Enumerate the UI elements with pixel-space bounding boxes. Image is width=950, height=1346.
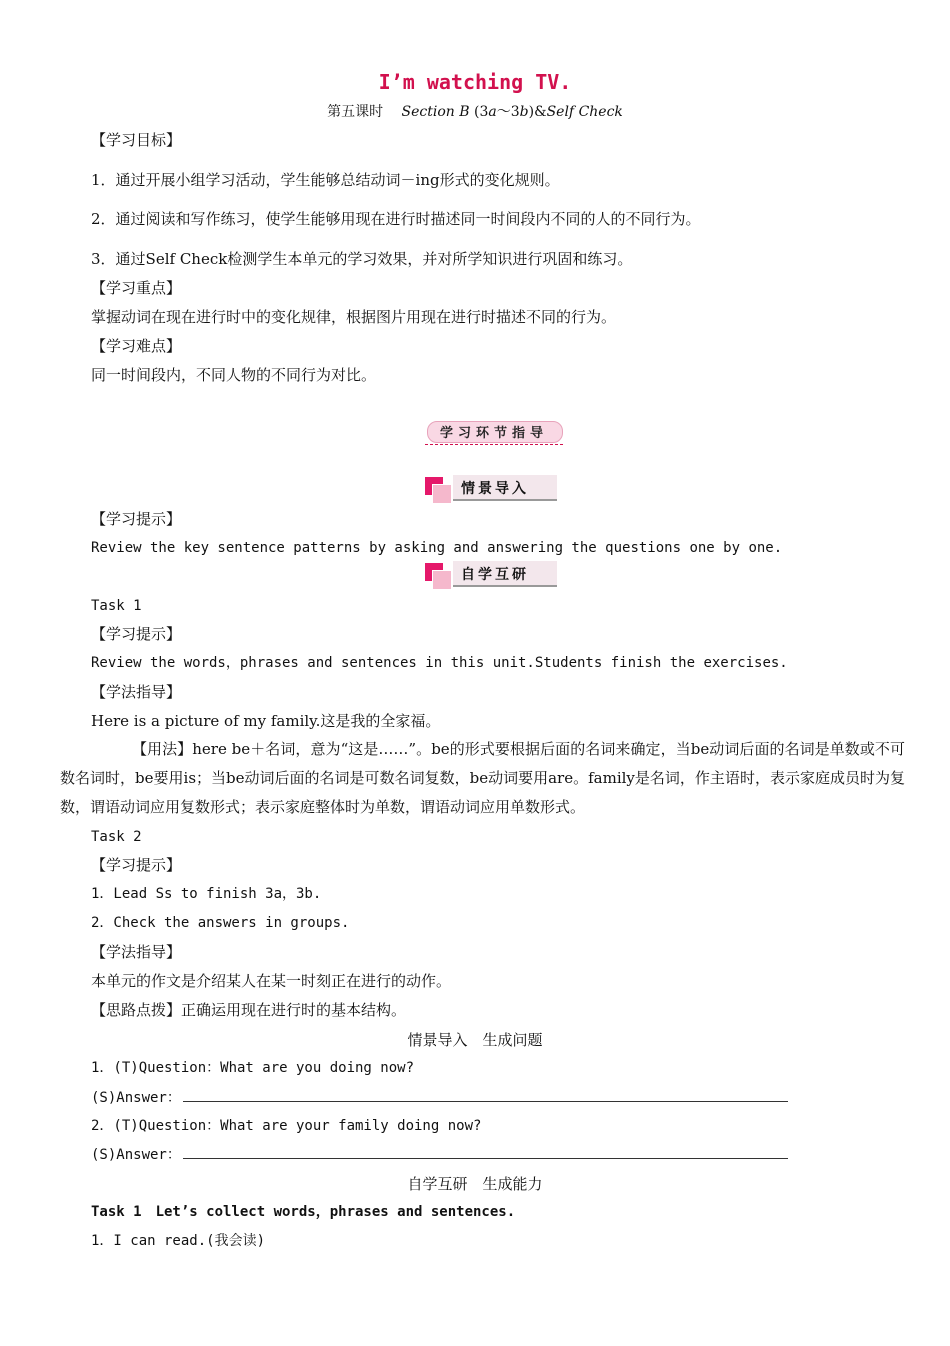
section-header-self-study [425,561,560,591]
exercise-item: 1．I can read.(我会读) [91,1233,266,1249]
self-check-label: Self Check [546,104,623,120]
difficulties-text: 同一时间段内，不同人物的不同行为对比。 [91,366,377,384]
hint-item: 1．Lead Ss to finish 3a，3b. [91,886,322,902]
task-title: Task 1 [91,598,142,614]
question-item: 2．(T)Question：What are your family doing now? [91,1118,482,1134]
guide-text: 本单元的作文是介绍某人在某一时刻正在进行的动作。 [91,972,452,990]
section-label-box [453,475,557,501]
part-heading: 自学互研 生成能力 [407,1175,543,1193]
method-guide-heading: 【学法指导】 [91,943,182,961]
section-range-mid: ～3 [496,104,520,120]
answer-row [91,1087,788,1108]
part-heading: 情景导入 生成问题 [407,1031,543,1049]
answer-label: (S)Answer： [91,1090,181,1106]
objective-item: 3．通过Self Check检测学生本单元的学习效果，并对所学知识进行巩固和练习。 [91,250,633,268]
hint-text: Review the key sentence patterns by asking and answering the questions one by one. [91,540,783,556]
guide-example: Here is a picture of my family.这是我的全家福。 [91,712,441,730]
difficulties-heading: 【学习难点】 [91,337,182,355]
section-header-intro [425,475,560,505]
hint-heading: 【学习提示】 [91,625,182,643]
key-points-text: 掌握动词在现在进行时中的变化规律，根据图片用现在进行时描述不同的行为。 [91,308,617,326]
banner-label: 学习环节指导 [439,426,548,441]
answer-blank[interactable] [183,1144,788,1159]
section-range-a: a [488,104,497,120]
task-title: Task 2 [91,829,142,845]
section-marker-icon [432,484,452,504]
section-name: Section B [401,104,470,120]
hint-heading: 【学习提示】 [91,510,182,528]
question-item: 1．(T)Question：What are you doing now? [91,1060,415,1076]
objectives-heading: 【学习目标】 [91,131,182,149]
task-title: Task 1 Let’s collect words，phrases and sentences. [91,1204,516,1220]
thinking-tip: 【思路点拨】正确运用现在进行时的基本结构。 [91,1001,407,1019]
objective-item: 2．通过阅读和写作练习，使学生能够用现在进行时描述同一时间段内不同的人的不同行为。 [91,210,701,228]
usage-paragraph: 【用法】here be＋名词，意为“这是……”。be的形式要根据后面的名词来确定，当be动词后面的名词是单数或不可数名词时，be要用is；当be动词后面的名词是可数名词复数，be动词要用are。family是名词，作主语时，表示家庭成员时为复数，谓语动词应用复数形式；表示家庭整体时为单数，谓语动词应用单数形式。 [60,740,905,816]
lesson-number: 第五课时 [327,104,384,120]
answer-label: (S)Answer： [91,1147,181,1163]
learning-guide-banner [425,420,563,445]
key-points-heading: 【学习重点】 [91,279,182,297]
lesson-subtitle [0,101,950,121]
section-label: 情景导入 [461,481,529,497]
document-title: I’m watching TV. [378,70,572,94]
section-range-open: (3 [474,104,489,120]
answer-row [91,1144,788,1165]
hint-text: Review the words，phrases and sentences in this unit.Students finish the exercises. [91,655,788,671]
method-guide-heading: 【学法指导】 [91,683,182,701]
hint-heading: 【学习提示】 [91,856,182,874]
section-range-close: )& [528,104,547,120]
section-range-b: b [519,104,529,120]
section-marker-icon [432,570,452,590]
section-label: 自学互研 [461,567,529,583]
objective-item: 1．通过开展小组学习活动，学生能够总结动词－ing形式的变化规则。 [91,171,560,189]
answer-blank[interactable] [183,1087,788,1102]
section-label-box [453,561,557,587]
hint-item: 2．Check the answers in groups. [91,915,350,931]
